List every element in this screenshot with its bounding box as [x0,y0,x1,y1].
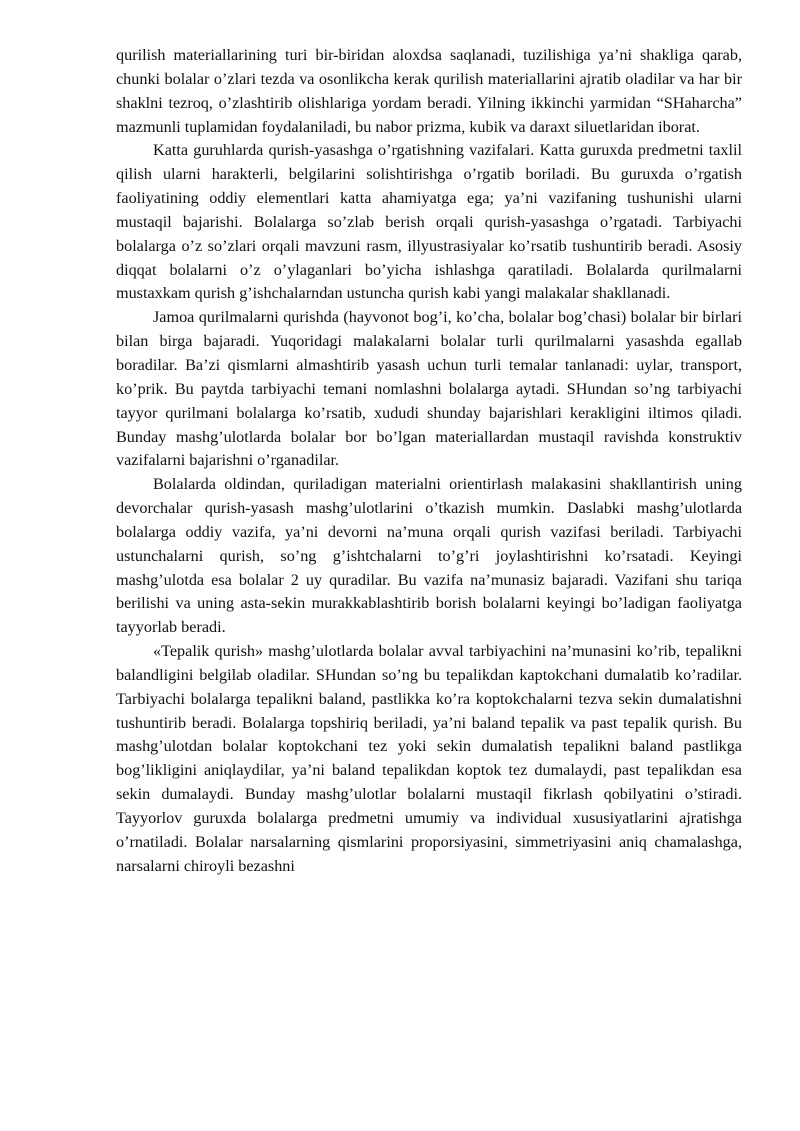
document-page [116,44,742,879]
paragraph-hill-building: «Tepalik qurish» mashg’ulotlarda bolalar avval tarbiyachini na’munasini ko’rib, tepalikni balandligini belgilab oladilar. SHundan so’ng bu tepalikdan kaptokchani dumalatib ko’radilar. Tarbiyachi bolalarga tepalikni baland, pastlikka ko’ra koptokchalarni tezva sekin dumalatishni tushuntirib beradi. Bolalarga topshiriq beriladi, ya’ni baland tepalik va past tepalik qurish. Bu mashg’ulotdan bolalar koptokchani tez yoki sekin dumalatish tepalikni baland pastlikga bog’likligini aniqlaydilar, ya’ni baland tepalikdan koptok tez dumalaydi, past tepalikdan esa sekin dumalaydi. Bunday mashg’ulotlar bolalarni mustaqil fikrlash qobilyatini o’stiradi. Tayyorlov guruxda bolalarga predmetni umumiy va individual xususiyatlarini ajratishga o’rnatiladi. Bolalar narsalarning qismlarini proporsiyasini, simmetriyasini aniq chamalashga, narsalarni chiroyli bezashni [116,642,742,875]
paragraph-collective-building: Jamoa qurilmalarni qurishda (hayvonot bog’i, ko’cha, bolalar bog’chasi) bolalar bir birlari bilan birga bajaradi. Yuqoridagi malakalarni bolalar turli qurilmalarni yasashda egallab boradilar. Ba’zi qismlarni almashtirib yasash uchun turli temalar tanlanadi: uylar, transport, ko’prik. Bu paytda tarbiyachi temani nomlashni bolalarga aytadi. SHundan so’ng tarbiyachi tayyor qurilmani bolalarga ko’rsatib, xududi shunday bajarishlari kerakligini iltimos qiladi. Bunday mashg’ulotlarda bolalar bor bo’lgan materiallardan mustaqil ravishda konstruktiv vazifalarni bajarishni o’rganadilar. [116,308,742,470]
paragraph-wall-building: Bolalarda oldindan, quriladigan materialni orientirlash malakasini shakllantirish uning devorchalar qurish-yasash mashg’ulotlarini o’tkazish mumkin. Daslabki mashg’ulotlarda bolalarga oddiy vazifa, ya’ni devorni na’muna orqali qurish vazifasi beriladi. Tarbiyachi ustunchalarni qurish, so’ng g’ishtchalarni to’g’ri joylashtirishni ko’rsatadi. Keyingi mashg’ulotda esa bolalar 2 uy quradilar. Bu vazifa na’munasiz bajaradi. Vazifani shu tariqa berilishi va uning asta-sekin murakkablashtirib borish bolalarni keyingi bo’ladigan faoliyatga tayyorlab beradi. [116,475,742,637]
paragraph-continued: qurilish materiallarining turi bir-biridan aloxdsa saqlanadi, tuzilishiga ya’ni shakliga qarab, chunki bolalar o’zlari tezda va osonlikcha kerak qurilish materiallarini ajratib oladilar va har bir shaklni tezroq, o’zlashtirib olishlariga yordam beradi. Yilning ikkinchi yarmidan “SHaharcha” mazmunli tuplamidan foydalaniladi, bu nabor prizma, kubik va daraxt siluetlaridan iborat. [116,46,742,136]
paragraph-senior-groups: Katta guruhlarda qurish-yasashga o’rgatishning vazifalari. Katta guruxda predmetni taxlil qilish ularni harakterli, belgilarini solishtirishga o’rgatib boriladi. Bu guruxda o’rgatish faoliyatining oddiy elementlari katta ahamiyatga ega; ya’ni vazifaning tushunishi ularni mustaqil bajarishi. Bolalarga so’zlab berish orqali qurish-yasashga o’rgatadi. Tarbiyachi bolalarga o’z so’zlari orqali mavzuni rasm, illyustrasiyalar ko’rsatib tushuntirib beradi. Asosiy diqqat bolalarni o’z o’ylaganlari bo’yicha ishlashga qaratiladi. Bolalarda qurilmalarni mustaxkam qurish g’ishchalarndan ustuncha qurish kabi yangi malakalar shakllanadi. [116,141,742,303]
